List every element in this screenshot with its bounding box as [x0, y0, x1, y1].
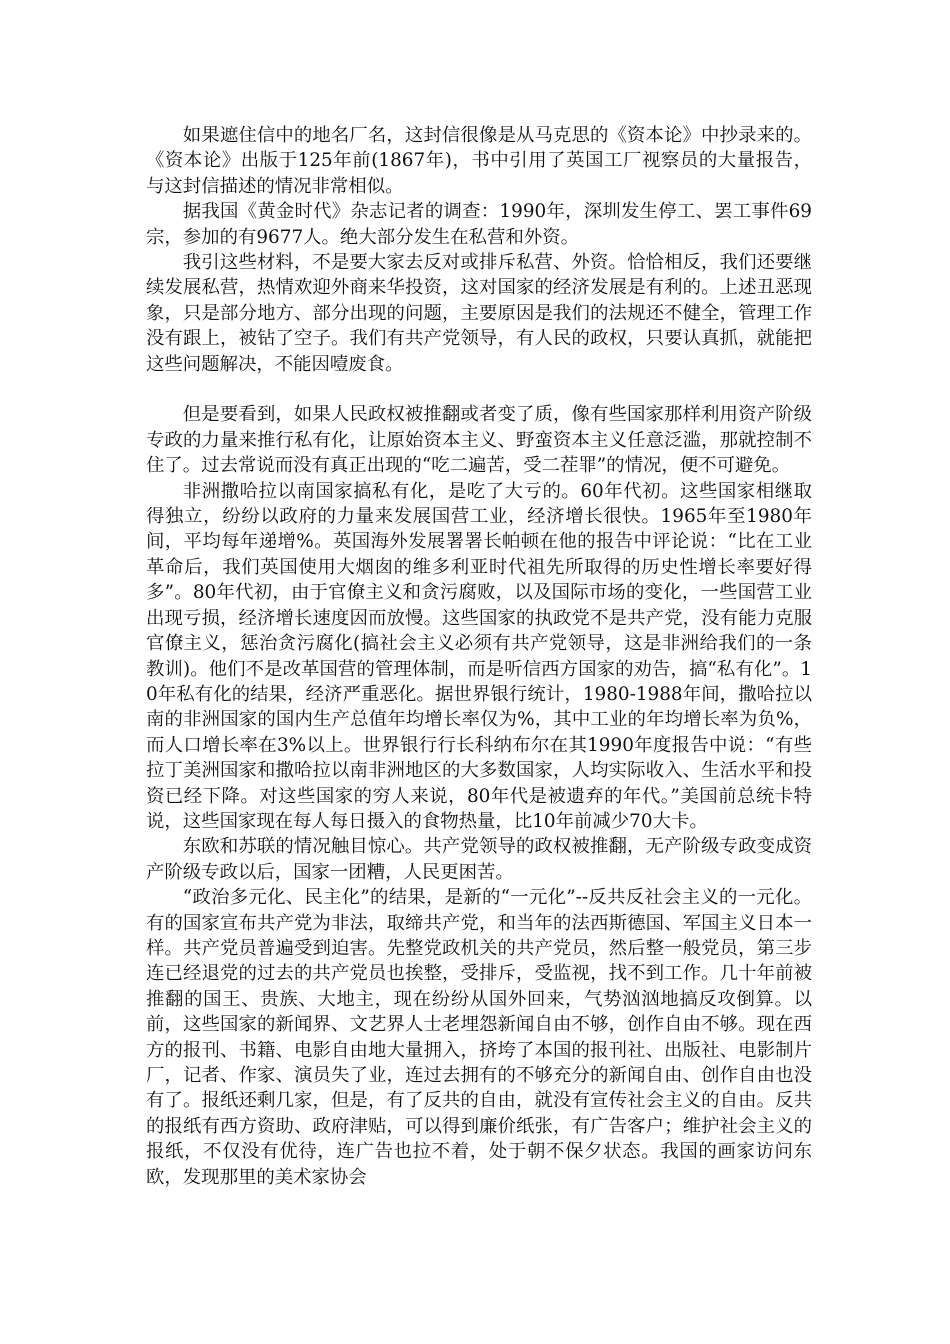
paragraph-5: 非洲撒哈拉以南国家搞私有化，是吃了大亏的。60年代初。这些国家相继取得独立，纷纷以政府的力量来发展国营工业，经济增长很快。1965年至1980年间，平均每年递增%。英国海外发展署署长帕顿在他的报告中评论说：“比在工业革命后，我们英国使用大烟囱的维多利亚时代祖先所取得的历史性增长率要好得多”。80年代初，由于官僚主义和贪污腐败，以及国际市场的变化，一些国营工业出现亏损，经济增长速度因而放慢。这些国家的执政党不是共产党，没有能力克服官僚主义，惩治贪污腐化(搞社会主义必须有共产党领导，这是非洲给我们的一条教训)。他们不是改革国营的管理体制，而是听信西方国家的劝告，搞“私有化”。10年私有化的结果，经济严重恶化。据世界银行统计，1980-1988年间，撒哈拉以南的非洲国家的国内生产总值年均增长率仅为%，其中工业的年均增长率为负%，而人口增长率在3%以上。世界银行行长科纳布尔在其1990年度报告中说：“有些拉丁美洲国家和撒哈拉以南非洲地区的大多数国家，人均实际收入、生活水平和投资已经下降。对这些国家的穷人来说，80年代是被遗弃的年代。”美国前总统卡特说，这些国家现在每人每日摄入的食物热量，比10年前减少70大卡。: [146, 480, 812, 832]
paragraph-1: 如果遮住信中的地名厂名，这封信很像是从马克思的《资本论》中抄录来的。《资本论》出版于125年前(1867年)，书中引用了英国工厂视察员的大量报告，与这封信描述的情况非常相似。: [146, 125, 812, 197]
paragraph-4: 但是要看到，如果人民政权被推翻或者变了质，像有些国家那样利用资产阶级专政的力量来推行私有化，让原始资本主义、野蛮资本主义任意泛滥，那就控制不住了。过去常说而没有真正出现的“吃二遍苦，受二茬罪”的情况，便不可避免。: [146, 404, 812, 477]
paragraph-2: 据我国《黄金时代》杂志记者的调查：1990年，深圳发生停工、罢工事件69宗，参加的有9677人。绝大部分发生在私营和外资。: [146, 201, 812, 248]
paragraph-6: 东欧和苏联的情况触目惊心。共产党领导的政权被推翻，无产阶级专政变成资产阶级专政以后，国家一团糟，人民更困苦。: [146, 836, 812, 883]
paragraph-7: “政治多元化、民主化”的结果，是新的“一元化”--反共反社会主义的一元化。有的国家宣布共产党为非法，取缔共产党，和当年的法西斯德国、军国主义日本一样。共产党员普遍受到迫害。先整党政机关的共产党员，然后整一般党员，第三步连已经退党的过去的共产党员也挨整，受排斥，受监视，找不到工作。几十年前被推翻的国王、贵族、大地主，现在纷纷从国外回来，气势汹汹地搞反攻倒算。以前，这些国家的新闻界、文艺界人士老埋怨新闻自由不够，创作自由不够。现在西方的报刊、书籍、电影自由地大量拥入，挤垮了本国的报刊社、出版社、电影制片厂，记者、作家、演员失了业，连过去拥有的不够充分的新闻自由、创作自由也没有了。报纸还剩几家，但是，有了反共的自由，就没有宣传社会主义的自由。反共的报纸有西方资助、政府津贴，可以得到廉价纸张，有广告客户；维护社会主义的报纸，不仅没有优待，连广告也拉不着，处于朝不保夕状态。我国的画家访问东欧，发现那里的美术家协会: [146, 887, 812, 1188]
paragraph-3: 我引这些材料，不是要大家去反对或排斥私营、外资。恰恰相反，我们还要继续发展私营，热情欢迎外商来华投资，这对国家的经济发展是有利的。上述丑恶现象，只是部分地方、部分出现的问题，主要原因是我们的法规还不健全，管理工作没有跟上，被钻了空子。我们有共产党领导，有人民的政权，只要认真抓，就能把这些问题解决，不能因噎废食。: [146, 252, 812, 375]
document-body: [146, 123, 812, 1190]
